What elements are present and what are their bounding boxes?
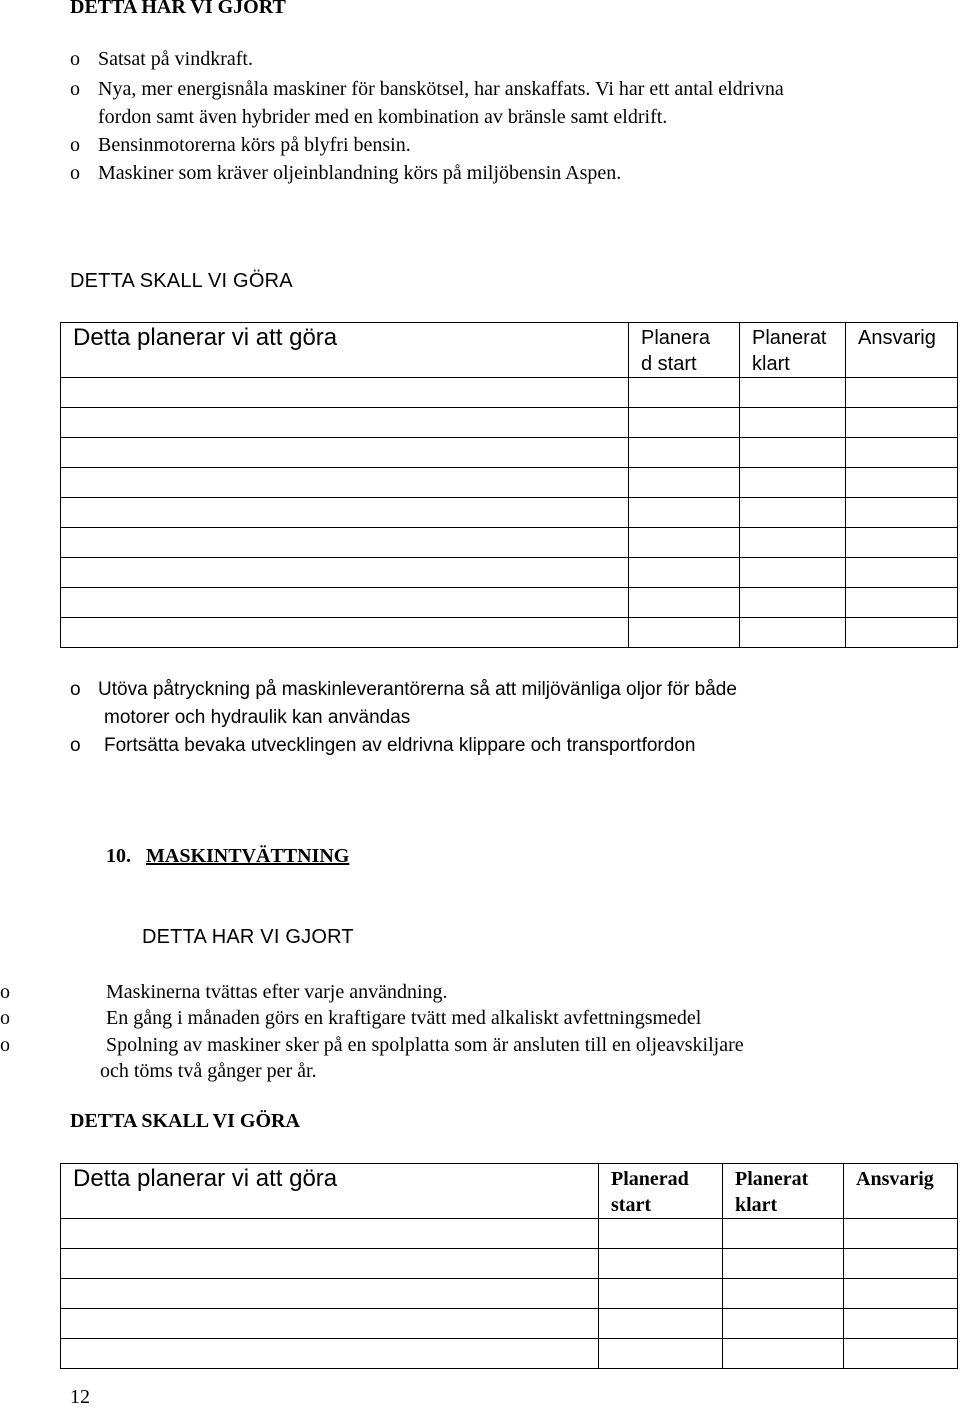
table-cell[interactable]	[846, 468, 958, 498]
table-cell[interactable]	[740, 468, 846, 498]
table-row	[61, 1219, 958, 1249]
table-cell[interactable]	[599, 1339, 723, 1369]
table-cell[interactable]	[723, 1249, 844, 1279]
table-cell[interactable]	[629, 498, 740, 528]
header-cell	[723, 1164, 844, 1219]
table-cell[interactable]	[723, 1309, 844, 1339]
table-cell[interactable]	[844, 1279, 958, 1309]
header-cell	[61, 323, 629, 378]
table-cell[interactable]	[61, 1249, 599, 1279]
table-row	[61, 588, 958, 618]
table-row	[61, 498, 958, 528]
table-cell[interactable]	[740, 528, 846, 558]
bullet-marker: o	[70, 735, 81, 756]
header-cell	[61, 1164, 599, 1219]
table-row	[61, 1249, 958, 1279]
bullet-marker: o	[0, 1034, 10, 1056]
table-cell[interactable]	[846, 588, 958, 618]
table-cell[interactable]	[844, 1339, 958, 1369]
table-row	[61, 438, 958, 468]
table-cell[interactable]	[846, 498, 958, 528]
plan-table-1	[60, 322, 958, 648]
bullet-text: Maskiner som kräver oljeinblandning körs på miljöbensin Aspen.	[98, 162, 622, 184]
table-cell[interactable]	[629, 408, 740, 438]
column-header-task: Detta planerar vi att göra	[73, 324, 338, 351]
table-cell[interactable]	[61, 468, 629, 498]
table-cell[interactable]	[599, 1279, 723, 1309]
table-cell[interactable]	[846, 408, 958, 438]
table-cell[interactable]	[740, 618, 846, 648]
column-header-done: Planerat klart	[735, 1168, 809, 1216]
bullet-text: Fortsätta bevaka utvecklingen av eldrivna klippare och transportfordon	[104, 735, 696, 756]
table-cell[interactable]	[61, 1339, 599, 1369]
table-cell[interactable]	[61, 498, 629, 528]
table-cell[interactable]	[846, 378, 958, 408]
table-cell[interactable]	[846, 438, 958, 468]
table-row	[61, 468, 958, 498]
section-heading-todo: DETTA SKALL VI GÖRA	[70, 270, 293, 292]
table-cell[interactable]	[61, 558, 629, 588]
table-cell[interactable]	[61, 1219, 599, 1249]
table-cell[interactable]	[846, 528, 958, 558]
table-cell[interactable]	[844, 1249, 958, 1279]
bullet-marker: o	[70, 78, 80, 100]
table-cell[interactable]	[723, 1219, 844, 1249]
plan-table-2	[60, 1163, 958, 1369]
table-row	[61, 618, 958, 648]
bullet-text: Nya, mer energisnåla maskiner för banskötsel, har anskaffats. Vi har ett antal eldrivna	[98, 78, 784, 100]
bullet-text: Utöva påtryckning på maskinleverantörerna så att miljövänliga oljor för både	[98, 679, 737, 700]
column-header-start: Planera d start	[641, 327, 710, 375]
table-cell[interactable]	[740, 588, 846, 618]
table-cell[interactable]	[723, 1339, 844, 1369]
column-header-responsible: Ansvarig	[856, 1168, 934, 1190]
column-header-done: Planerat klart	[752, 327, 827, 375]
table-cell[interactable]	[740, 438, 846, 468]
bullet-text: En gång i månaden görs en kraftigare tvätt med alkaliskt avfettningsmedel	[106, 1007, 702, 1029]
section-heading-done: DETTA HAR VI GJORT	[142, 926, 354, 948]
table-header-row	[61, 323, 958, 378]
table-row	[61, 1339, 958, 1369]
section-heading-todo: DETTA SKALL VI GÖRA	[70, 1110, 300, 1132]
table-cell[interactable]	[61, 528, 629, 558]
table-cell[interactable]	[599, 1219, 723, 1249]
table-cell[interactable]	[629, 378, 740, 408]
table-cell[interactable]	[61, 438, 629, 468]
table-cell[interactable]	[61, 1279, 599, 1309]
bullet-marker: o	[70, 162, 80, 184]
table-cell[interactable]	[629, 618, 740, 648]
bullet-text: och töms två gånger per år.	[100, 1060, 317, 1082]
table-cell[interactable]	[844, 1219, 958, 1249]
table-cell[interactable]	[844, 1309, 958, 1339]
table-cell[interactable]	[61, 1309, 599, 1339]
table-row	[61, 528, 958, 558]
table-cell[interactable]	[740, 378, 846, 408]
table-header-row	[61, 1164, 958, 1219]
table-row	[61, 1279, 958, 1309]
page-number: 12	[70, 1386, 90, 1408]
column-header-responsible: Ansvarig	[858, 327, 936, 349]
bullet-marker: o	[0, 981, 10, 1003]
table-cell[interactable]	[599, 1309, 723, 1339]
bullet-marker: o	[0, 1007, 10, 1029]
section-title: MASKINTVÄTTNING	[146, 845, 350, 867]
column-header-task: Detta planerar vi att göra	[73, 1165, 338, 1192]
table-cell[interactable]	[629, 528, 740, 558]
header-cell	[629, 323, 740, 378]
bullet-text: motorer och hydraulik kan användas	[104, 707, 411, 728]
bullet-text: fordon samt även hybrider med en kombination av bränsle samt eldrift.	[98, 106, 668, 128]
bullet-text: Spolning av maskiner sker på en spolplatta som är ansluten till en oljeavskiljare	[106, 1034, 744, 1056]
bullet-marker: o	[70, 48, 80, 70]
header-cell	[846, 323, 958, 378]
table-row	[61, 558, 958, 588]
table-cell[interactable]	[61, 378, 629, 408]
column-header-start: Planerad start	[611, 1168, 689, 1216]
table-cell[interactable]	[740, 558, 846, 588]
table-cell[interactable]	[846, 558, 958, 588]
table-cell[interactable]	[846, 618, 958, 648]
bullet-marker: o	[70, 679, 81, 700]
bullet-text: Satsat på vindkraft.	[98, 48, 253, 70]
section-number: 10.	[106, 845, 131, 867]
table-cell[interactable]	[740, 498, 846, 528]
table-cell[interactable]	[740, 408, 846, 438]
table-row	[61, 408, 958, 438]
table-cell[interactable]	[61, 588, 629, 618]
header-cell	[740, 323, 846, 378]
bullet-text: Bensinmotorerna körs på blyfri bensin.	[98, 134, 411, 156]
table-cell[interactable]	[629, 588, 740, 618]
bullet-marker: o	[70, 134, 80, 156]
table-cell[interactable]	[629, 558, 740, 588]
table-cell[interactable]	[599, 1249, 723, 1279]
table-cell[interactable]	[629, 468, 740, 498]
bullet-text: Maskinerna tvättas efter varje användning.	[106, 981, 448, 1003]
table-cell[interactable]	[629, 438, 740, 468]
header-cell	[844, 1164, 958, 1219]
table-row	[61, 378, 958, 408]
table-cell[interactable]	[61, 408, 629, 438]
section-heading-done: DETTA HAR VI GJORT	[70, 0, 286, 18]
table-row	[61, 1309, 958, 1339]
header-cell	[599, 1164, 723, 1219]
table-cell[interactable]	[723, 1279, 844, 1309]
table-cell[interactable]	[61, 618, 629, 648]
